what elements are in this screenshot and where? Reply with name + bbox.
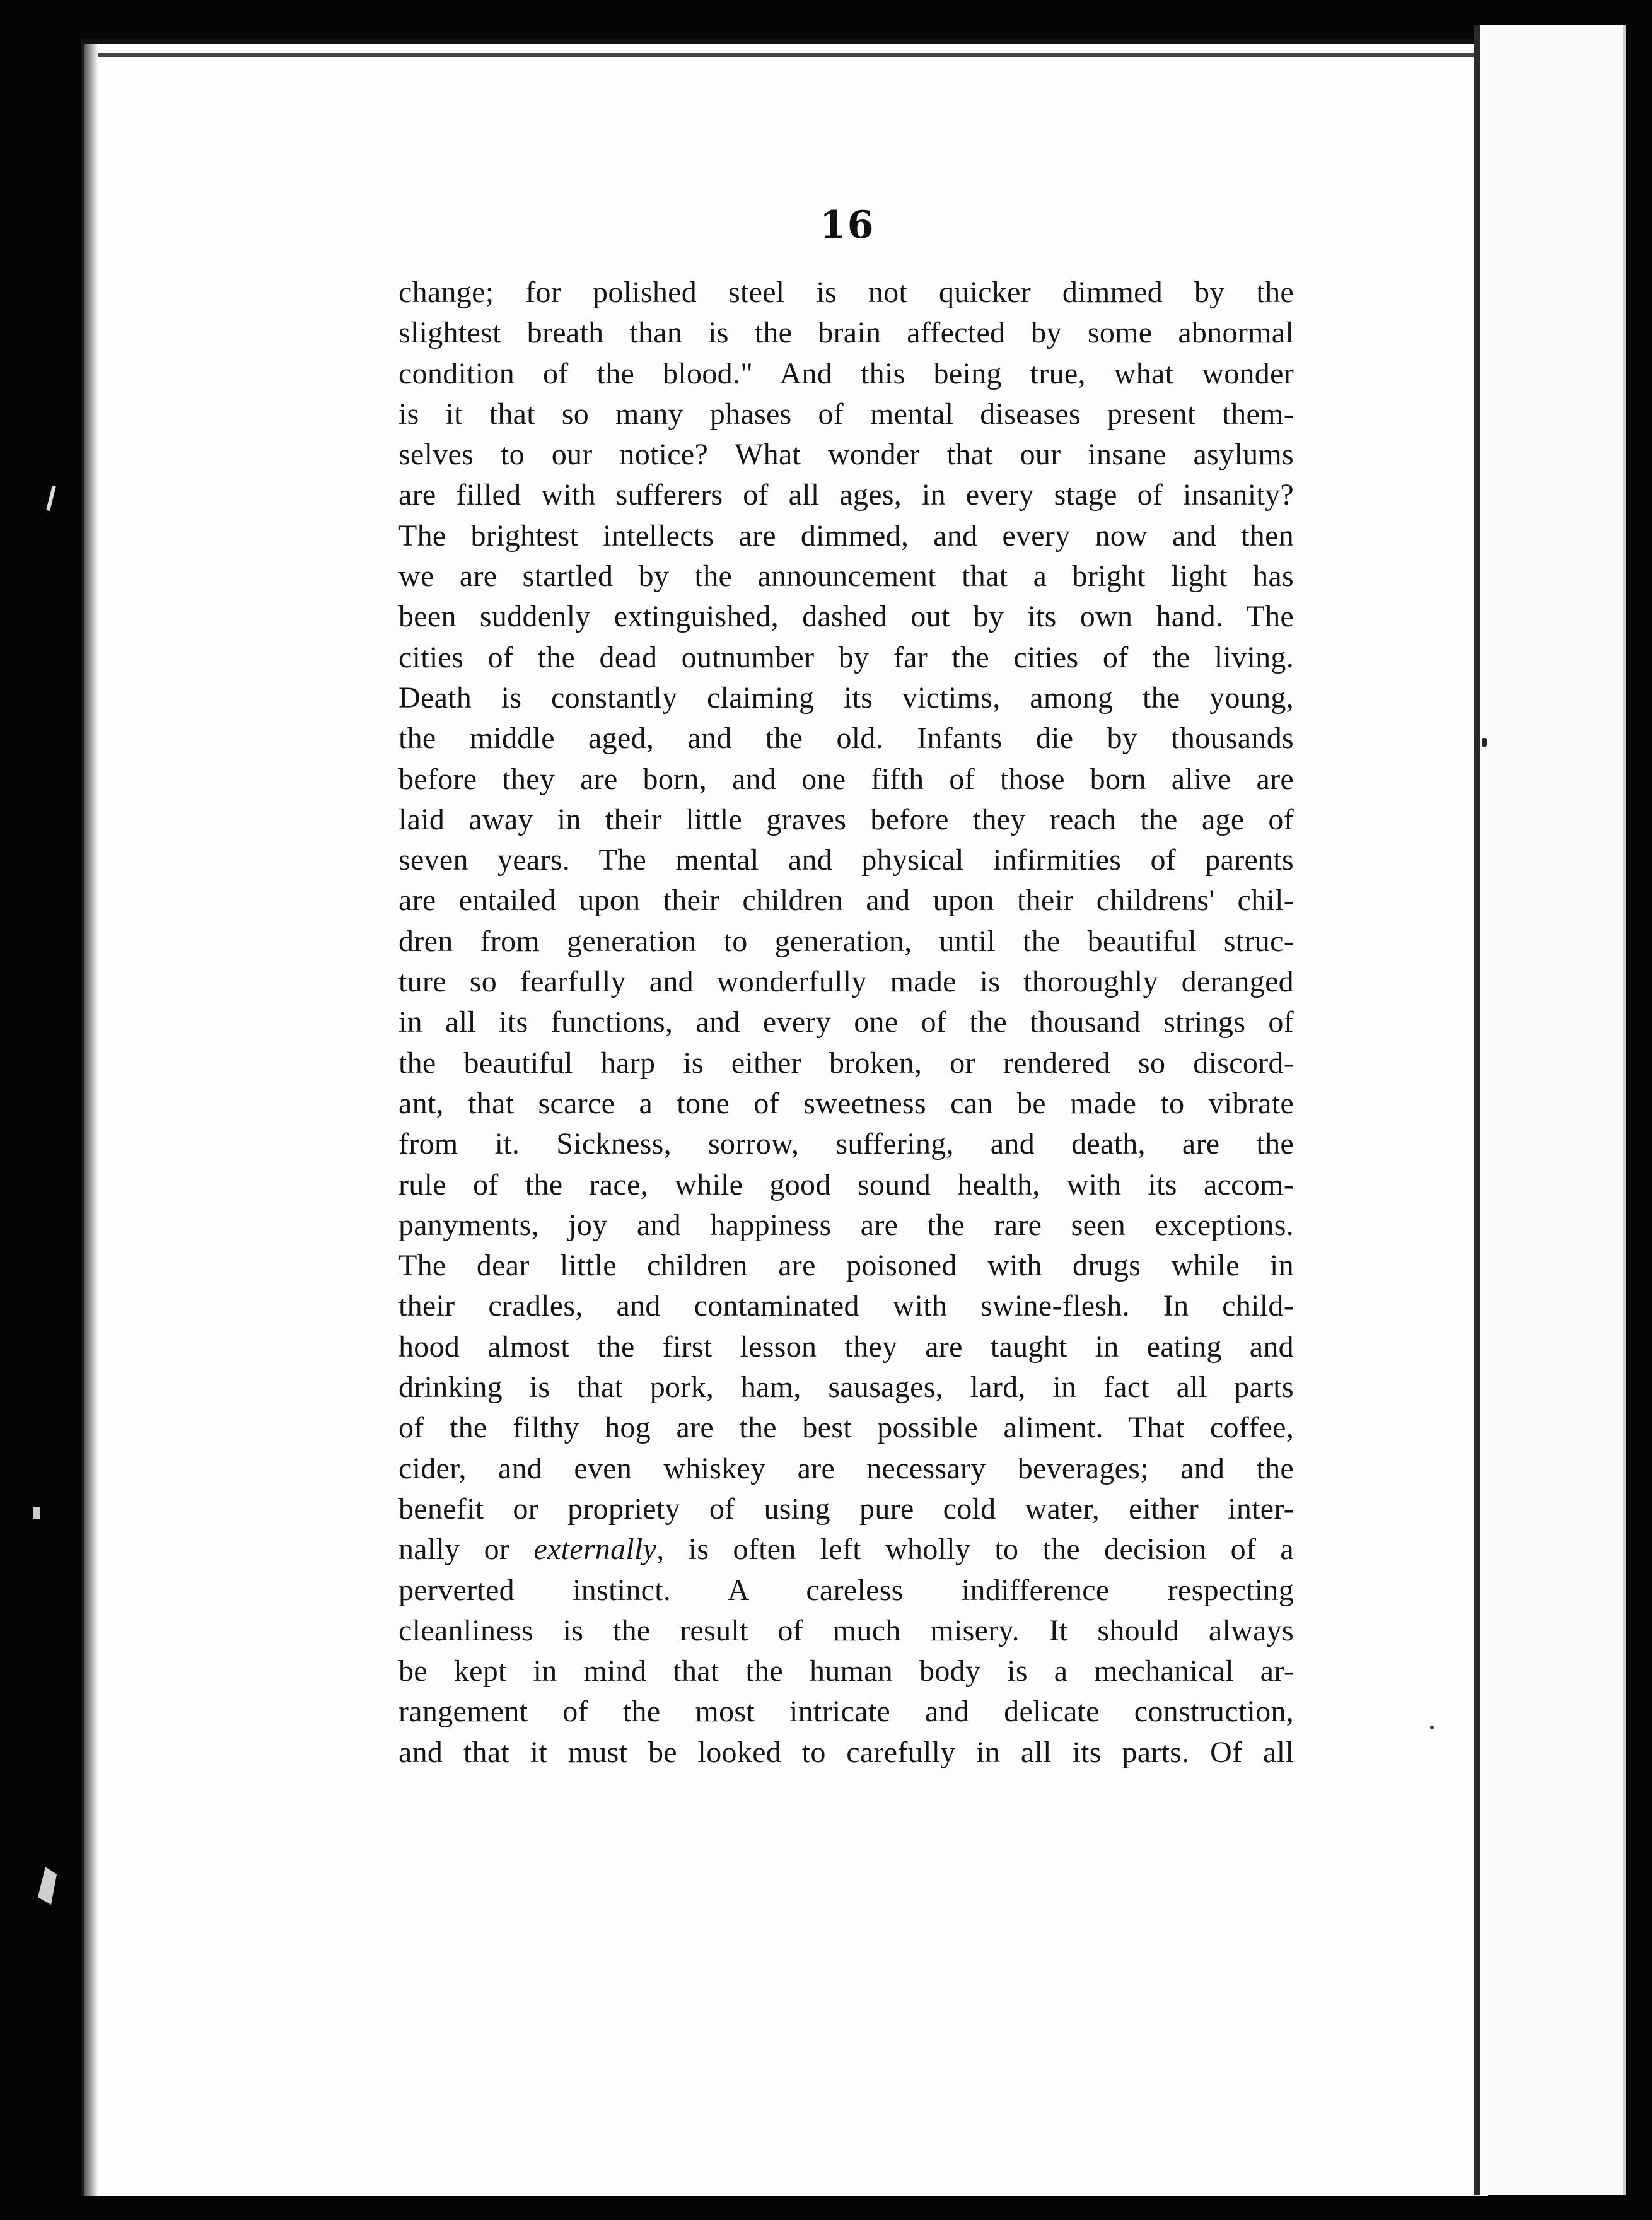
text-line-with-italic bbox=[398, 1529, 1294, 1570]
text-line: before they are born, and one fifth of those born alive are bbox=[398, 762, 1294, 796]
scan-speck bbox=[1430, 1726, 1434, 1729]
scan-artifact bbox=[38, 1867, 57, 1905]
text-line: is it that so many phases of mental diseases present them- bbox=[398, 397, 1294, 431]
text-line: panyments, joy and happiness are the rare seen exceptions. bbox=[398, 1208, 1294, 1242]
page-number: 16 bbox=[820, 203, 875, 247]
text-line: slightest breath than is the brain affected by some abnormal bbox=[398, 316, 1294, 350]
text-line: rule of the race, while good sound health, with its accom- bbox=[398, 1167, 1294, 1201]
text-line: are entailed upon their children and upon their childrens' chil- bbox=[398, 884, 1294, 918]
body-text bbox=[398, 272, 1294, 1773]
scan-artifact bbox=[33, 1507, 40, 1519]
text-line: are filled with sufferers of all ages, in every stage of insanity? bbox=[398, 478, 1294, 512]
page-fold bbox=[1474, 25, 1480, 2195]
text-line: drinking is that pork, ham, sausages, lard, in fact all parts bbox=[398, 1370, 1294, 1405]
text-line: hood almost the first lesson they are taught in eating and bbox=[398, 1329, 1294, 1364]
text-line: the middle aged, and the old. Infants die by thousands bbox=[398, 722, 1294, 756]
text-line: laid away in their little graves before they reach the age of bbox=[398, 802, 1294, 836]
text-line: from it. Sickness, sorrow, suffering, and death, are the bbox=[398, 1127, 1294, 1161]
text-line: change; for polished steel is not quicker dimmed by the bbox=[398, 276, 1294, 309]
page-edge-rule bbox=[84, 53, 1488, 57]
text-line: seven years. The mental and physical infirmities of parents bbox=[398, 843, 1294, 877]
text-line: be kept in mind that the human body is a mechanical ar- bbox=[398, 1654, 1294, 1688]
text-line: condition of the blood." And this being true, what wonder bbox=[398, 356, 1294, 390]
text-line: the beautiful harp is either broken, or rendered so discord- bbox=[398, 1046, 1294, 1080]
scan-artifact bbox=[46, 486, 55, 511]
text-line: their cradles, and contaminated with swine-flesh. In child- bbox=[398, 1289, 1294, 1323]
text-line: benefit or propriety of using pure cold water, either inter- bbox=[398, 1492, 1294, 1526]
text-line: of the filthy hog are the best possible aliment. That coffee, bbox=[398, 1411, 1294, 1445]
text-line: perverted instinct. A careless indifference respecting bbox=[398, 1573, 1294, 1607]
adjacent-page-edge bbox=[1480, 25, 1626, 2195]
text-line: dren from generation to generation, until the beautiful struc- bbox=[398, 924, 1294, 958]
text-line: we are startled by the announcement that a bright light has bbox=[398, 559, 1294, 593]
text-run: , is often left wholly to the decision of a bbox=[656, 1533, 1294, 1567]
text-line: in all its functions, and every one of the thousand strings of bbox=[398, 1005, 1294, 1039]
text-line: ture so fearfully and wonderfully made is thoroughly deranged bbox=[398, 965, 1294, 999]
text-line: Death is constantly claiming its victims, among the young, bbox=[398, 681, 1294, 715]
text-line: selves to our notice? What wonder that our insane asylums bbox=[398, 438, 1294, 472]
scan-speck bbox=[1482, 738, 1487, 747]
text-line: been suddenly extinguished, dashed out by its own hand. The bbox=[398, 600, 1294, 634]
italic-word: externally bbox=[533, 1533, 657, 1567]
text-line: The brightest intellects are dimmed, and every now and then bbox=[398, 518, 1294, 552]
text-line: The dear little children are poisoned with drugs while in bbox=[398, 1249, 1294, 1283]
text-line: ant, that scarce a tone of sweetness can be made to vibrate bbox=[398, 1086, 1294, 1120]
text-line: and that it must be looked to carefully in all its parts. Of all bbox=[398, 1735, 1294, 1769]
text-line: cleanliness is the result of much misery. It should always bbox=[398, 1613, 1294, 1647]
text-line: cities of the dead outnumber by far the cities of the living. bbox=[398, 640, 1294, 674]
page-gutter-shadow bbox=[84, 44, 98, 2196]
text-line: rangement of the most intricate and delicate construction, bbox=[398, 1695, 1294, 1729]
text-run: nally or bbox=[398, 1533, 534, 1567]
text-line: cider, and even whiskey are necessary beverages; and the bbox=[398, 1451, 1294, 1485]
